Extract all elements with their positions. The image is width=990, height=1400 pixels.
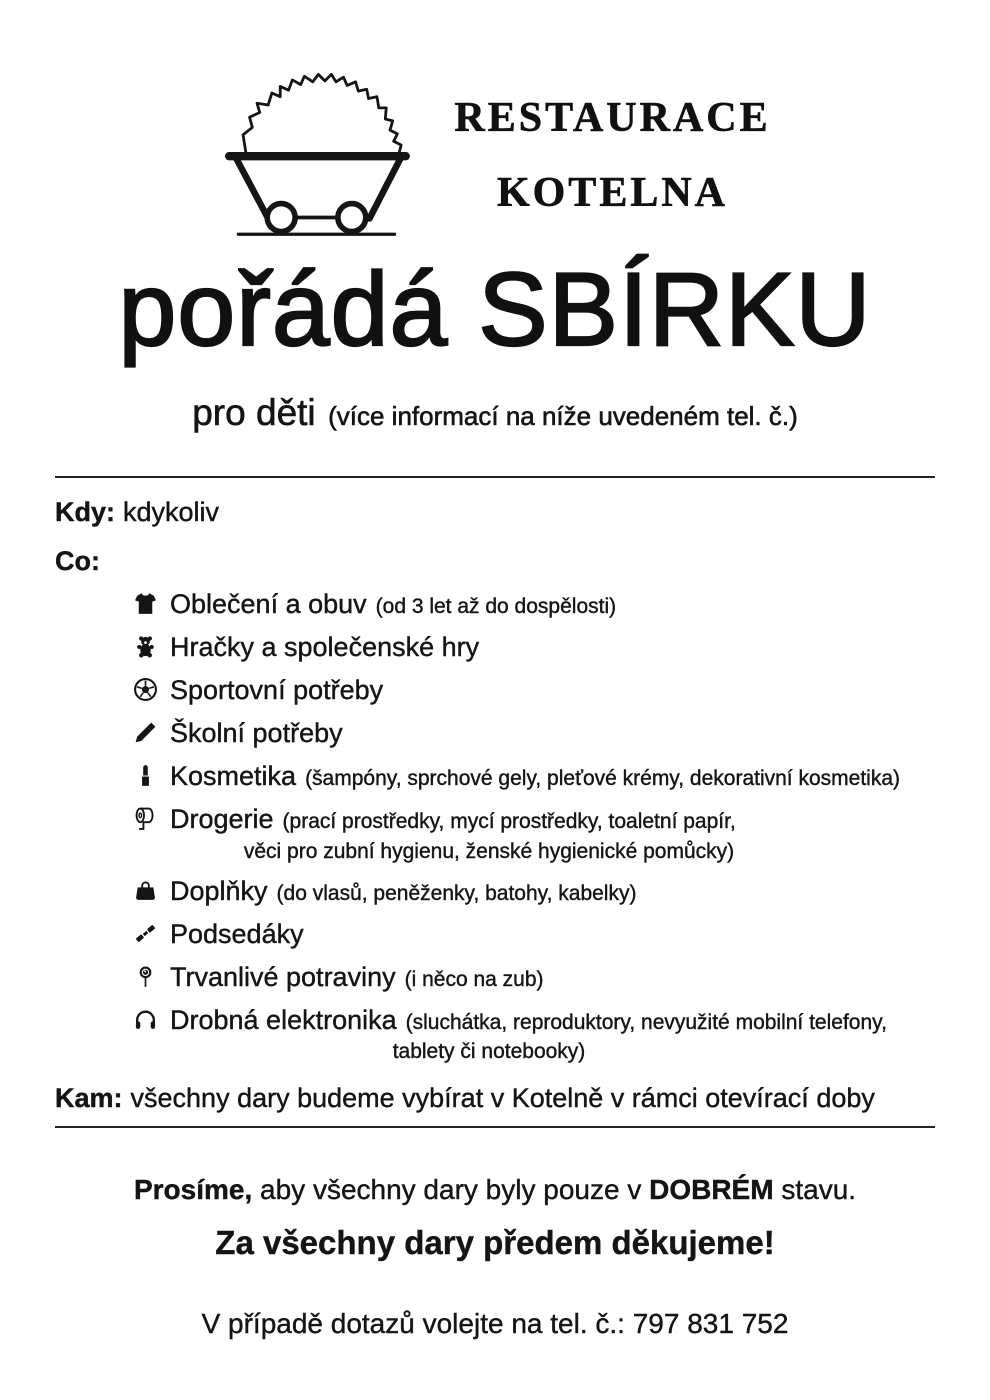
mine-cart-icon (219, 66, 414, 238)
coal-pile (243, 74, 401, 152)
item-text: Oblečení a obuv (170, 589, 367, 620)
list-item (133, 919, 935, 950)
subtitle-row (55, 392, 935, 434)
list-item (133, 761, 935, 792)
list-item (133, 1005, 935, 1064)
item-note-continued: věci pro zubní hygienu, ženské hygienické pomůcky) (243, 839, 735, 863)
lollipop-icon (133, 964, 158, 989)
teddy-bear-icon (133, 634, 158, 659)
headline: pořádá SBÍRKU (118, 252, 872, 368)
item-text: Doplňky (170, 875, 268, 906)
list-item (133, 718, 935, 749)
item-text: Hračky a společenské hry (170, 632, 480, 663)
item-text: Drobná elektronika (170, 1004, 397, 1035)
item-note-continued: tablety či notebooky) (392, 1039, 586, 1063)
item-text: Trvanlivé potraviny (170, 961, 396, 992)
subtitle-main: pro děti (192, 392, 316, 434)
logo-line2: KOTELNA (496, 170, 729, 216)
request-segment: stavu. (773, 1174, 857, 1206)
divider-bottom (55, 1126, 935, 1128)
logo-wordmark (454, 66, 770, 217)
seatbelt-icon (133, 921, 158, 946)
item-text: Podsedáky (170, 918, 304, 949)
item-note: (od 3 let až do dospělosti) (375, 595, 617, 619)
kdy-value: kdykoliv (123, 497, 220, 528)
request-line (55, 1174, 935, 1206)
list-item (133, 589, 935, 620)
items-list (133, 589, 935, 1064)
item-note: (i něco na zub) (404, 967, 544, 991)
soccer-ball-icon (133, 677, 158, 702)
item-text: Drogerie (170, 804, 274, 835)
item-note: (do vlasů, peněženky, batohy, kabelky) (276, 881, 637, 905)
thanks-line: Za všechny dary předem děkujeme! (215, 1224, 775, 1262)
list-item (133, 632, 935, 663)
logo-group (55, 66, 935, 238)
logo-line1: RESTAURACE (454, 95, 771, 141)
kam-row (55, 1082, 935, 1114)
item-text: Kosmetika (170, 761, 297, 792)
tshirt-icon (133, 591, 158, 616)
list-item (133, 962, 935, 993)
co-row (55, 545, 935, 577)
contact-line: V případě dotazů volejte na tel. č.: 797 831 752 (201, 1308, 789, 1340)
kam-label: Kam: (55, 1083, 123, 1113)
headphones-icon (133, 1007, 158, 1032)
item-text: Školní potřeby (170, 718, 343, 749)
item-note: (sluchátka, reproduktory, nevyužité mobilní telefony, (405, 1010, 887, 1034)
request-segment: aby všechny dary byly pouze v (252, 1174, 650, 1206)
kam-value: všechny dary budeme vybírat v Kotelně v rámci otevírací doby (130, 1083, 875, 1113)
item-text: Sportovní potřeby (170, 675, 384, 706)
list-item (133, 804, 935, 863)
co-label: Co: (55, 545, 100, 576)
item-note: (šampóny, sprchové gely, pleťové krémy, dekorativní kosmetika) (305, 767, 901, 791)
item-note: (prací prostředky, mycí prostředky, toaletní papír, (282, 810, 736, 834)
pencil-icon (133, 720, 158, 745)
kdy-label: Kdy: (55, 497, 115, 528)
list-item (133, 675, 935, 706)
list-item (133, 876, 935, 907)
lipstick-icon (133, 763, 158, 788)
request-segment: Prosíme, (133, 1174, 253, 1206)
kdy-row (55, 496, 935, 528)
divider-top (55, 476, 935, 478)
subtitle-note: (více informací na níže uvedeném tel. č.) (328, 401, 798, 432)
handbag-icon (133, 878, 158, 903)
request-segment: DOBRÉM (649, 1174, 774, 1206)
toilet-paper-icon (133, 806, 158, 831)
